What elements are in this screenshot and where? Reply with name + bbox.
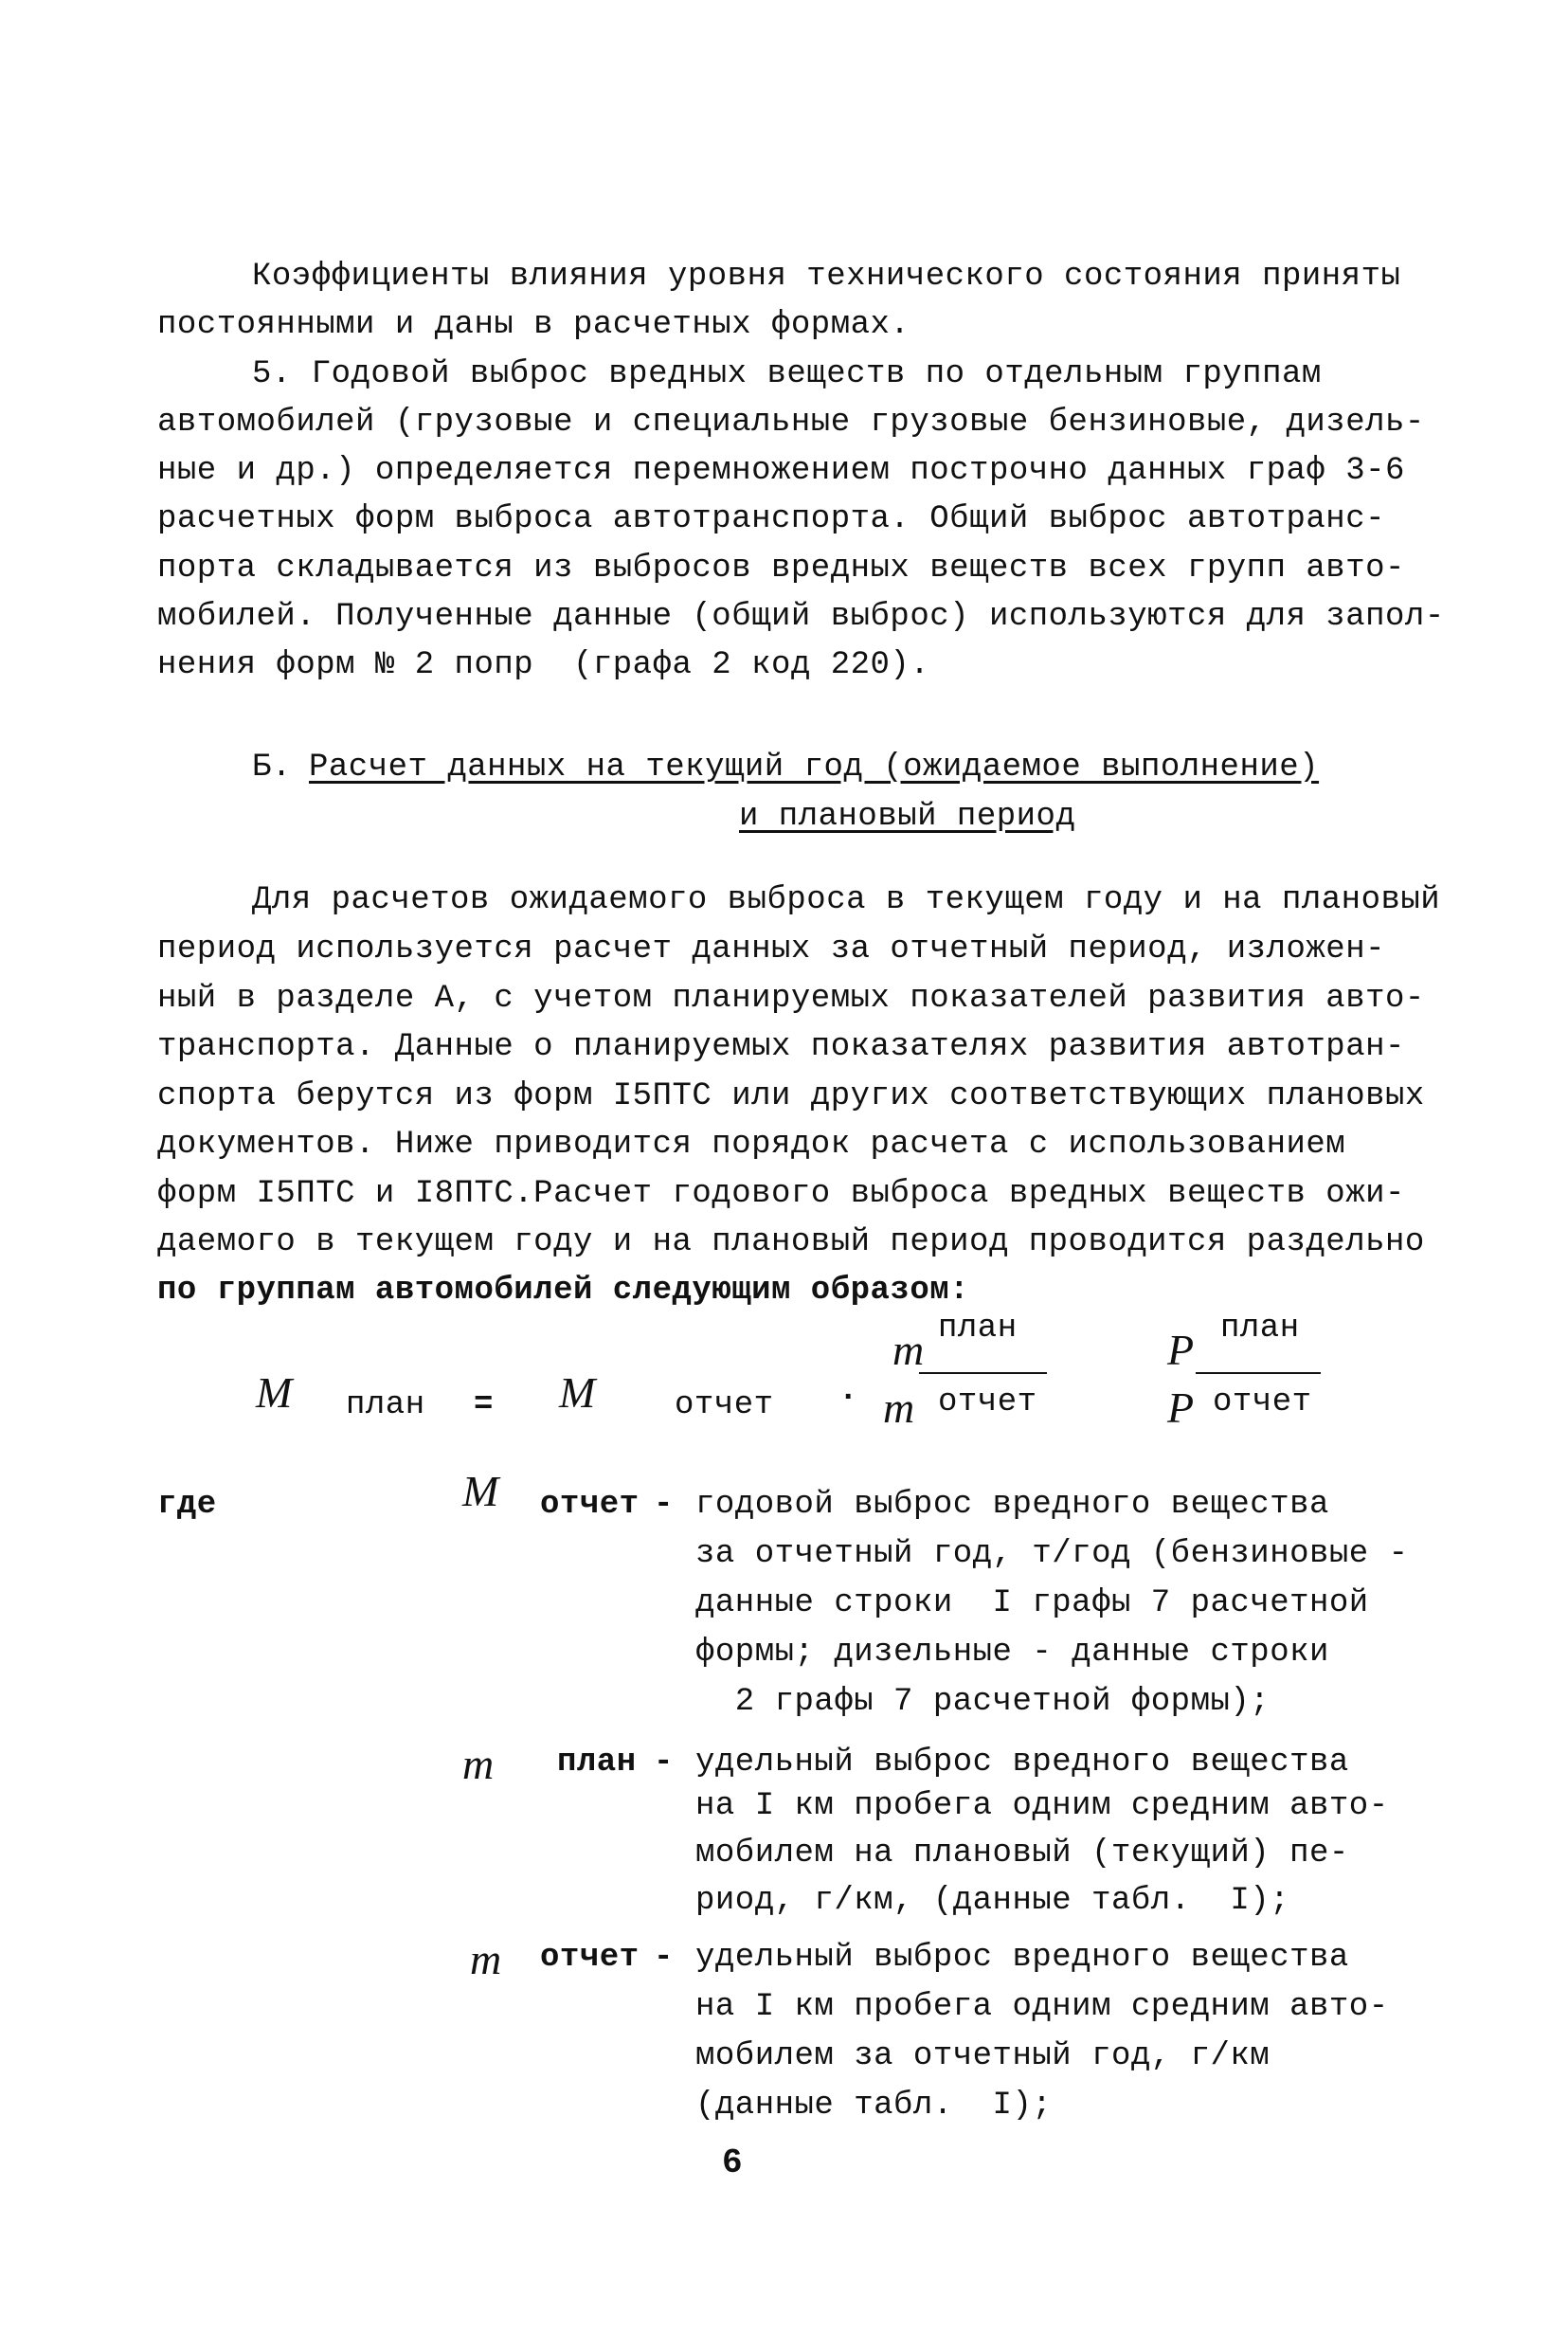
para3-line-5: спорта берутся из форм I5ПТС или других соответствующих плановых <box>157 1078 1425 1114</box>
fraction1-denominator-sub: отчет <box>938 1384 1037 1420</box>
def1-line-1: годовой выброс вредного вещества <box>695 1487 1329 1523</box>
para2-line-1: 5. Годовой выброс вредных веществ по отдельным группам <box>252 356 1322 392</box>
def3-sub: отчет <box>540 1940 640 1976</box>
fraction2-denominator-symbol: P <box>1167 1383 1195 1432</box>
para3-line-1: Для расчетов ожидаемого выброса в текущем году и на плановый <box>252 882 1441 918</box>
formula-lhs-symbol: M <box>256 1368 293 1417</box>
para1-line-1: Коэффициенты влияния уровня технического состояния приняты <box>252 259 1401 295</box>
fraction1-denominator-symbol: m <box>883 1383 915 1432</box>
formula-lhs-sub: план <box>346 1387 425 1423</box>
def2-dash: - <box>654 1745 674 1781</box>
def3-line-2: на I км пробега одним средним авто- <box>695 1989 1389 2025</box>
def1-sub: отчет <box>540 1487 640 1523</box>
para3-line-3: ный в разделе А, с учетом планируемых показателей развития авто- <box>157 981 1425 1017</box>
section-b-prefix: Б. <box>252 750 292 786</box>
section-b-title-line-2: и плановый период <box>739 799 1076 835</box>
formula-equals: = <box>474 1387 494 1423</box>
fraction1-numerator-sub: план <box>938 1311 1018 1347</box>
page-number: 6 <box>722 2143 743 2182</box>
para3-line-8: даемого в текущем году и на плановый период проводится раздельно <box>157 1224 1425 1260</box>
para3-line-7: форм I5ПТС и I8ПТС.Расчет годового выброса вредных веществ ожи- <box>157 1176 1405 1212</box>
para3-line-4: транспорта. Данные о планируемых показателях развития автотран- <box>157 1029 1405 1065</box>
fraction2-numerator-sub: план <box>1220 1311 1300 1347</box>
fraction2-bar <box>1196 1372 1321 1374</box>
def3-dash: - <box>654 1940 674 1976</box>
formula-dot: · <box>838 1380 858 1416</box>
para2-line-2: автомобилей (грузовые и специальные грузовые бензиновые, дизель- <box>157 405 1425 441</box>
def1-symbol: M <box>462 1467 499 1515</box>
def2-line-3: мобилем на плановый (текущий) пе- <box>695 1836 1349 1872</box>
def3-line-1: удельный выброс вредного вещества <box>695 1940 1349 1976</box>
where-label: где <box>157 1487 217 1523</box>
def2-line-1: удельный выброс вредного вещества <box>695 1745 1349 1781</box>
def3-symbol: m <box>470 1935 502 1983</box>
formula-rhs-sub: отчет <box>675 1387 774 1423</box>
para1-line-2: постоянными и даны в расчетных формах. <box>157 307 910 343</box>
def1-line-4: формы; дизельные - данные строки <box>695 1635 1329 1671</box>
para2-line-6: мобилей. Полученные данные (общий выброс) используются для запол- <box>157 599 1445 635</box>
fraction1-bar <box>919 1372 1047 1374</box>
fraction2-numerator-symbol: P <box>1167 1326 1195 1374</box>
para3-line-9: по группам автомобилей следующим образом: <box>157 1273 970 1309</box>
def2-symbol: m <box>462 1740 495 1788</box>
para2-line-3: ные и др.) определяется перемножением построчно данных граф 3-6 <box>157 453 1405 489</box>
fraction1-numerator-symbol: m <box>892 1326 925 1374</box>
para3-line-6: документов. Ниже приводится порядок расчета с использованием <box>157 1127 1346 1163</box>
fraction2-denominator-sub: отчет <box>1213 1384 1312 1420</box>
formula-rhs-symbol: M <box>559 1368 596 1417</box>
def2-sub: план <box>557 1745 637 1781</box>
def3-line-3: мобилем за отчетный год, г/км <box>695 2038 1271 2074</box>
def1-line-3: данные строки I графы 7 расчетной <box>695 1585 1369 1621</box>
para2-line-7: нения форм № 2 попр (графа 2 код 220). <box>157 647 930 683</box>
section-b-title-line-1: Расчет данных на текущий год (ожидаемое выполнение) <box>309 750 1320 786</box>
def3-line-4: (данные табл. I); <box>695 2088 1053 2124</box>
def2-line-2: на I км пробега одним средним авто- <box>695 1788 1389 1824</box>
def1-dash: - <box>654 1487 674 1523</box>
para2-line-4: расчетных форм выброса автотранспорта. Общий выброс автотранс- <box>157 501 1386 537</box>
def1-line-2: за отчетный год, т/год (бензиновые - <box>695 1536 1409 1572</box>
para2-line-5: порта складывается из выбросов вредных веществ всех групп авто- <box>157 551 1405 587</box>
def1-line-5: 2 графы 7 расчетной формы); <box>695 1684 1271 1720</box>
para3-line-2: период используется расчет данных за отчетный период, изложен- <box>157 931 1386 968</box>
def2-line-4: риод, г/км, (данные табл. I); <box>695 1883 1290 1919</box>
